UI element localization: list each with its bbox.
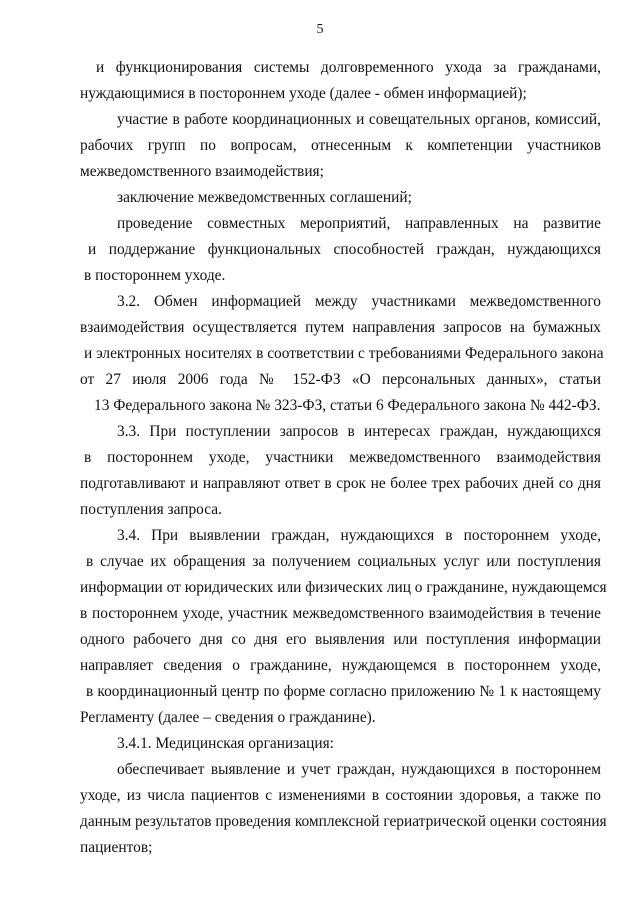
text-line: одного рабочего дня со дня его выявления или поступления информации xyxy=(80,631,601,648)
text-line: информации от юридических или физических лиц о гражданине, нуждающемся xyxy=(80,579,607,596)
text-line: и электронных носителях в соответствии с требованиями Федерального закона xyxy=(84,345,604,362)
text-line: Регламенту (далее – сведения о гражданине). xyxy=(80,709,376,726)
text-line: 3.4.1. Медицинская организация: xyxy=(117,735,334,752)
text-line: в постороннем уходе, участник межведомственного взаимодействия в течение xyxy=(80,605,601,622)
text-line: и функционирования системы долговременного ухода за гражданами, xyxy=(96,59,601,76)
text-line: участие в работе координационных и совещательных органов, комиссий, xyxy=(117,111,601,128)
text-line: в постороннем уходе. xyxy=(84,267,226,284)
text-line: межведомственного взаимодействия; xyxy=(80,163,324,180)
text-line: данным результатов проведения комплексной гериатрической оценки состояния xyxy=(80,813,607,830)
text-line: заключение межведомственных соглашений; xyxy=(117,189,412,206)
text-line: рабочих групп по вопросам, отнесенным к компетенции участников xyxy=(80,137,601,154)
text-line: в случае их обращения за получением социальных услуг или поступления xyxy=(86,553,601,570)
text-line: в координационный центр по форме согласно приложению № 1 к настоящему xyxy=(86,683,601,700)
text-line: 13 Федерального закона № 323-ФЗ, статьи 6 Федерального закона № 442-ФЗ. xyxy=(94,397,601,414)
text-line: нуждающимися в постороннем уходе (далее - обмен информацией); xyxy=(80,85,527,102)
text-line: поступления запроса. xyxy=(80,501,222,518)
text-line: подготавливают и направляют ответ в срок не более трех рабочих дней со дня xyxy=(80,475,601,492)
text-line: 3.3. При поступлении запросов в интересах граждан, нуждающихся xyxy=(117,423,601,440)
page-number: 5 xyxy=(316,22,324,37)
text-line: 3.4. При выявлении граждан, нуждающихся в постороннем уходе, xyxy=(117,527,601,544)
text-line: проведение совместных мероприятий, направленных на развитие xyxy=(117,215,601,232)
text-line: обеспечивает выявление и учет граждан, нуждающихся в постороннем xyxy=(117,761,601,778)
text-line: в постороннем уходе, участники межведомственного взаимодействия xyxy=(84,449,601,466)
text-line: пациентов; xyxy=(80,839,153,856)
text-line: направляет сведения о гражданине, нуждающемся в постороннем уходе, xyxy=(80,657,601,674)
text-line: 3.2. Обмен информацией между участниками межведомственного xyxy=(117,293,601,310)
text-line: взаимодействия осуществляется путем направления запросов на бумажных xyxy=(80,319,601,336)
text-line: уходе, из числа пациентов с изменениями в состоянии здоровья, а также по xyxy=(80,787,601,804)
text-line: от 27 июля 2006 года № 152-ФЗ «О персональных данных», статьи xyxy=(80,371,601,388)
text-line: и поддержание функциональных способностей граждан, нуждающихся xyxy=(88,241,601,258)
